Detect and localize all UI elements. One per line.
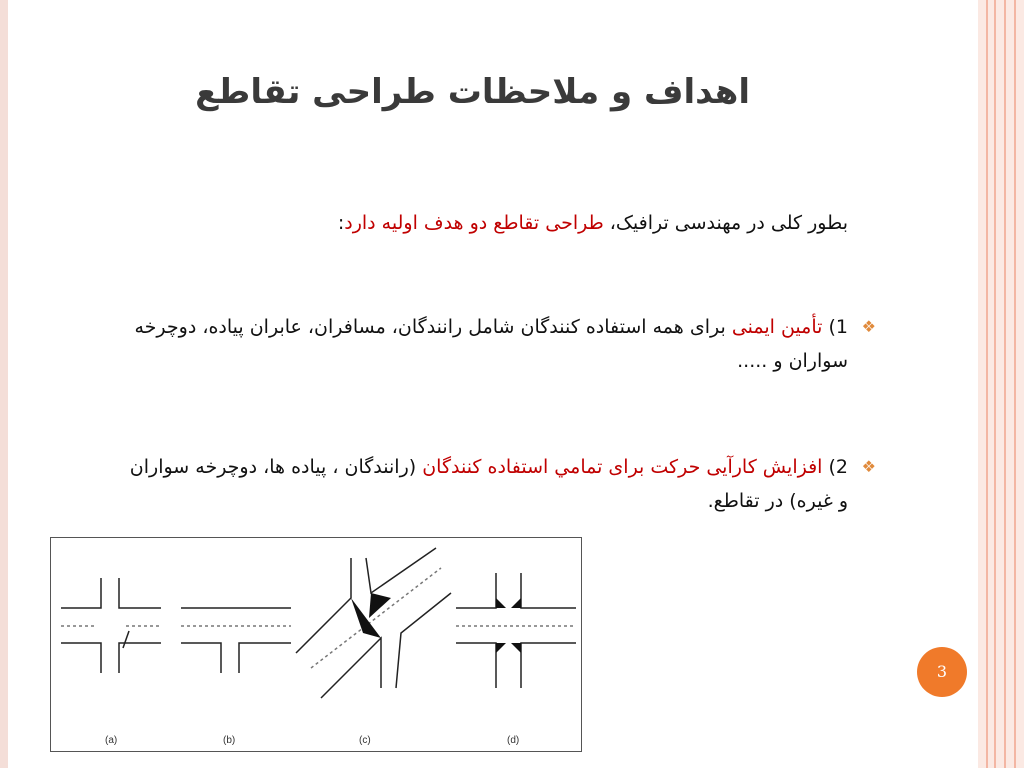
border-stripe [1004, 0, 1006, 768]
bullet-number: 2) [828, 456, 848, 478]
bullet-text: (رانندگان ، پیاده ها، دوچرخه سواران و غیره) در تقاطع. [129, 456, 848, 512]
page-number-badge: 3 [917, 647, 967, 697]
intro-suffix: : [337, 212, 345, 234]
intersection-diagrams [51, 538, 581, 751]
intro-text [208, 212, 848, 234]
slide-title: اهداف و ملاحظات طراحی تقاطع [195, 72, 750, 112]
intro-prefix: بطور کلی در مهندسی ترافیک، [603, 212, 848, 234]
figure-label-c: (c) [359, 735, 371, 746]
intro-highlight: طراحی تقاطع دو هدف اولیه دارد [344, 212, 604, 234]
figure-label-a: (a) [105, 735, 118, 746]
diamond-bullet-icon: ❖ [861, 457, 876, 476]
right-border [974, 0, 1024, 768]
bullet-efficiency [128, 450, 876, 518]
figure-label-d: (d) [507, 735, 520, 746]
border-stripe [986, 0, 988, 768]
left-border [0, 0, 8, 768]
figure-label-b: (b) [223, 735, 236, 746]
border-stripe [1014, 0, 1016, 768]
bullet-number: 1) [828, 316, 848, 338]
diamond-bullet-icon: ❖ [861, 317, 876, 336]
intersection-figure [50, 537, 582, 752]
border-stripe [994, 0, 996, 768]
bullet-text: برای همه استفاده کنندگان شامل رانندگان، مسافران، عابران پیاده، دوچرخه سواران و ..... [134, 316, 848, 372]
bullet-highlight: افزايش کارآیی حرکت برای تمامي استفاده کنندگان [422, 456, 823, 478]
bullet-safety [128, 310, 876, 378]
bullet-highlight: تأمین ایمنی [731, 316, 823, 338]
